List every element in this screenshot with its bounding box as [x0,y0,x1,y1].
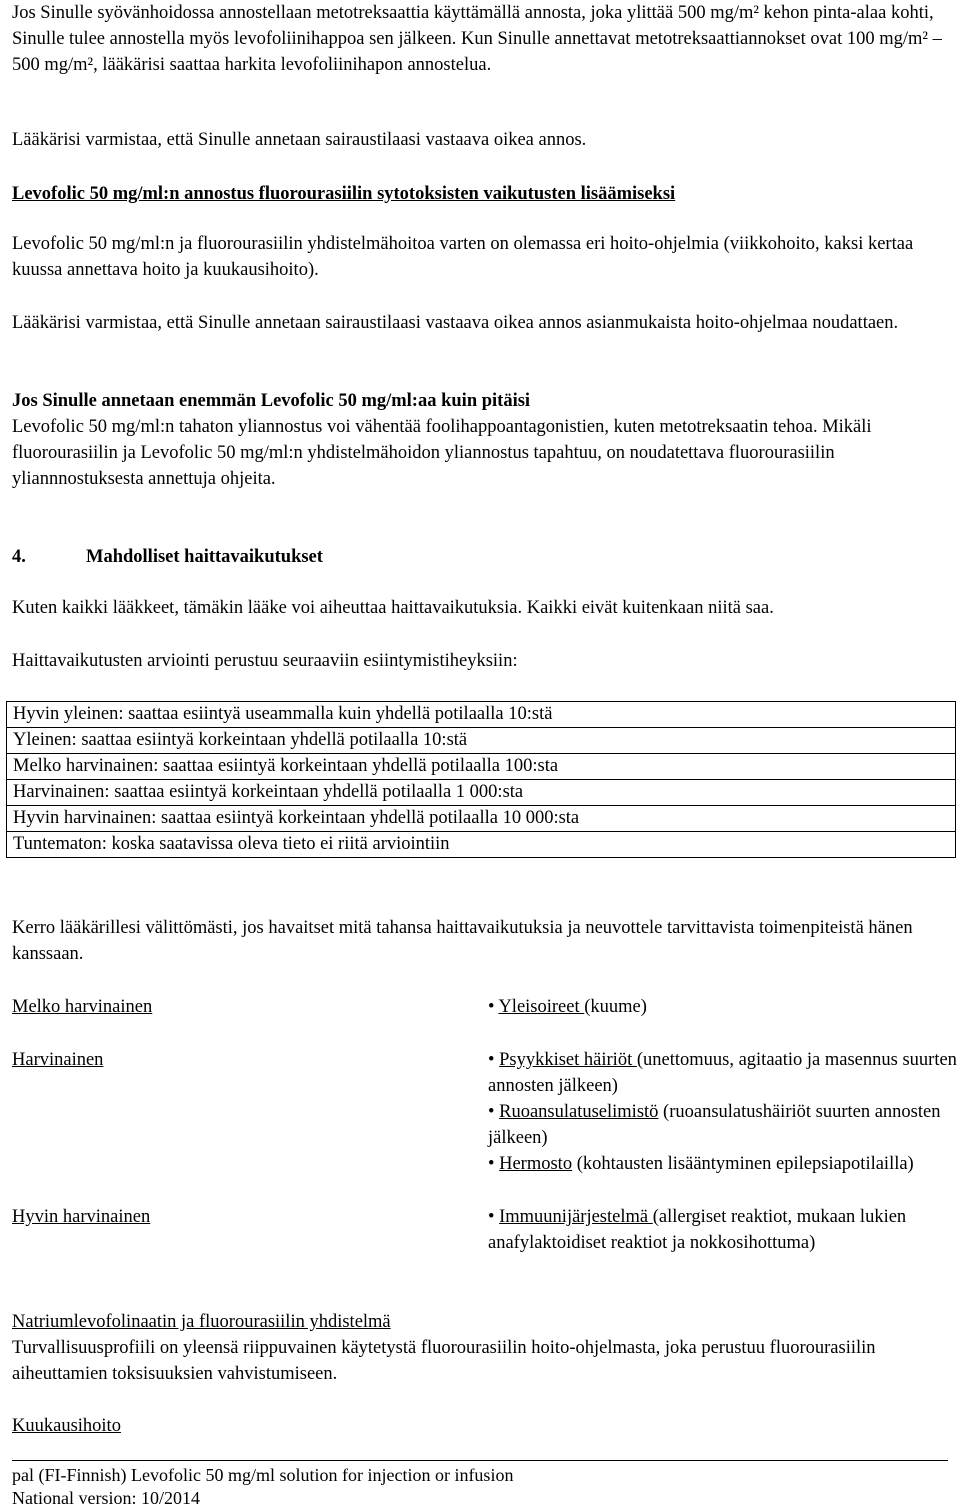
effect-term: Yleisoireet [498,997,585,1017]
frequency-cell: Tuntematon: koska saatavissa oleva tieto ei riitä arviointiin [7,832,956,858]
table-row [7,728,956,754]
uncommon-effects [488,994,958,1020]
bullet: • [488,1050,495,1070]
dose-verify-paragraph: Lääkärisi varmistaa, että Sinulle annetaan sairaustilaasi vastaava oikea annos. [12,130,587,150]
effect-term: Ruoansulatuselimistö [499,1102,659,1122]
footer-version-line: National version: 10/2014 [12,1488,200,1508]
frequency-intro-paragraph: Haittavaikutusten arviointi perustuu seuraaviin esiintymistiheyksiin: [12,651,518,671]
very-rare-effects [488,1204,958,1256]
bullet: • [488,997,495,1017]
table-row [7,702,956,728]
effect-detail: (allergiset reaktiot, mukaan lukien anafylaktoidiset reaktiot ja nokkosihottuma) [488,1207,907,1253]
table-row [7,754,956,780]
side-effects-list [0,990,960,1290]
effect-detail: (kuume) [584,997,647,1017]
dose-verify-regimen-paragraph: Lääkärisi varmistaa, että Sinulle annetaan sairaustilaasi vastaava oikea annos asianmukaista hoito-ohjelmaa noudattaen. [12,313,899,333]
rare-label: Harvinainen [12,1050,104,1070]
footer-product-line: pal (FI-Finnish) Levofolic 50 mg/ml solution for injection or infusion [12,1465,514,1485]
frequency-table [6,701,956,858]
table-row [7,780,956,806]
side-effects-paragraph: Kuten kaikki lääkkeet, tämäkin lääke voi aiheuttaa haittavaikutuksia. Kaikki eivät kuitenkaan niitä saa. [12,598,774,618]
effect-term: Hermosto [499,1154,573,1174]
effect-term: Psyykkiset häiriöt [499,1050,637,1070]
overdose-heading: Jos Sinulle annetaan enemmän Levofolic 50 mg/ml:aa kuin pitäisi [12,391,531,411]
uncommon-label: Melko harvinainen [12,997,153,1017]
section-4-heading [12,544,957,570]
list-item [488,1099,958,1151]
tell-doctor-paragraph: Kerro lääkärillesi välittömästi, jos havaitset mitä tahansa haittavaikutuksia ja neuvottele tarvittavista toimenpiteistä hänen kanssaan. [12,918,913,964]
table-row [7,832,956,858]
frequency-cell: Harvinainen: saattaa esiintyä korkeintaan yhdellä potilaalla 1 000:sta [7,780,956,806]
frequency-cell: Hyvin yleinen: saattaa esiintyä useammalla kuin yhdellä potilaalla 10:stä [7,702,956,728]
very-rare-label: Hyvin harvinainen [12,1207,151,1227]
combination-paragraph: Turvallisuusprofiili on yleensä riippuvainen käytetystä fluorourasiilin hoito-ohjelmasta, joka perustuu fluorourasiilin aiheuttamien toksisuuksien vahvistumiseen. [12,1338,876,1384]
regimens-paragraph: Levofolic 50 mg/ml:n ja fluorourasiilin yhdistelmähoitoa varten on olemassa eri hoito-ohjelmia (viikkohoito, kaksi kertaa kuussa annettava hoito ja kuukausihoito). [12,234,914,280]
list-item [488,1204,958,1256]
footer-divider [12,1460,948,1461]
effect-detail: (kohtausten lisääntyminen epilepsiapotilailla) [572,1154,914,1174]
list-item [488,1151,958,1177]
section-4-number: 4. [12,547,26,567]
list-item [488,1047,958,1099]
bullet: • [488,1207,495,1227]
rare-effects [488,1047,958,1177]
list-item [488,994,958,1020]
frequency-cell: Yleinen: saattaa esiintyä korkeintaan yhdellä potilaalla 10:stä [7,728,956,754]
intro-paragraph: Jos Sinulle syövänhoidossa annostellaan metotreksaattia käyttämällä annosta, joka ylittää 500 mg/m² kehon pinta-alaa kohti, Sinulle tulee annostella myös levofoliinihappoa sen jälkeen. Kun Sinulle annettavat metotreksaattiannokset ovat 100 mg/m² – 500 mg/m², lääkärisi saattaa harkita levofoliinihapon annostelua. [12,3,942,75]
monthly-heading: Kuukausihoito [12,1416,121,1436]
bullet: • [488,1154,495,1174]
frequency-cell: Melko harvinainen: saattaa esiintyä korkeintaan yhdellä potilaalla 100:sta [7,754,956,780]
effect-term: Immuunijärjestelmä [499,1207,653,1227]
effect-detail: (unettomuus, agitaatio ja masennus suurten annosten jälkeen) [488,1050,957,1096]
frequency-cell: Hyvin harvinainen: saattaa esiintyä korkeintaan yhdellä potilaalla 10 000:sta [7,806,956,832]
dosage-heading: Levofolic 50 mg/ml:n annostus fluorourasiilin sytotoksisten vaikutusten lisäämiseksi [12,184,676,204]
table-row [7,806,956,832]
section-4-title: Mahdolliset haittavaikutukset [86,547,323,567]
overdose-paragraph: Levofolic 50 mg/ml:n tahaton yliannostus voi vähentää foolihappoantagonistien, kuten metotreksaatin tehoa. Mikäli fluorourasiilin ja Levofolic 50 mg/ml:n yhdistelmähoidon yliannostus tapahtuu, on noudatettava fluorourasiilin yliannnostuksesta annettuja ohjeita. [12,417,872,489]
combination-heading: Natriumlevofolinaatin ja fluorourasiilin yhdistelmä [12,1312,391,1332]
effect-detail: (ruoansulatushäiriöt suurten annosten jälkeen) [488,1102,941,1148]
bullet: • [488,1102,495,1122]
